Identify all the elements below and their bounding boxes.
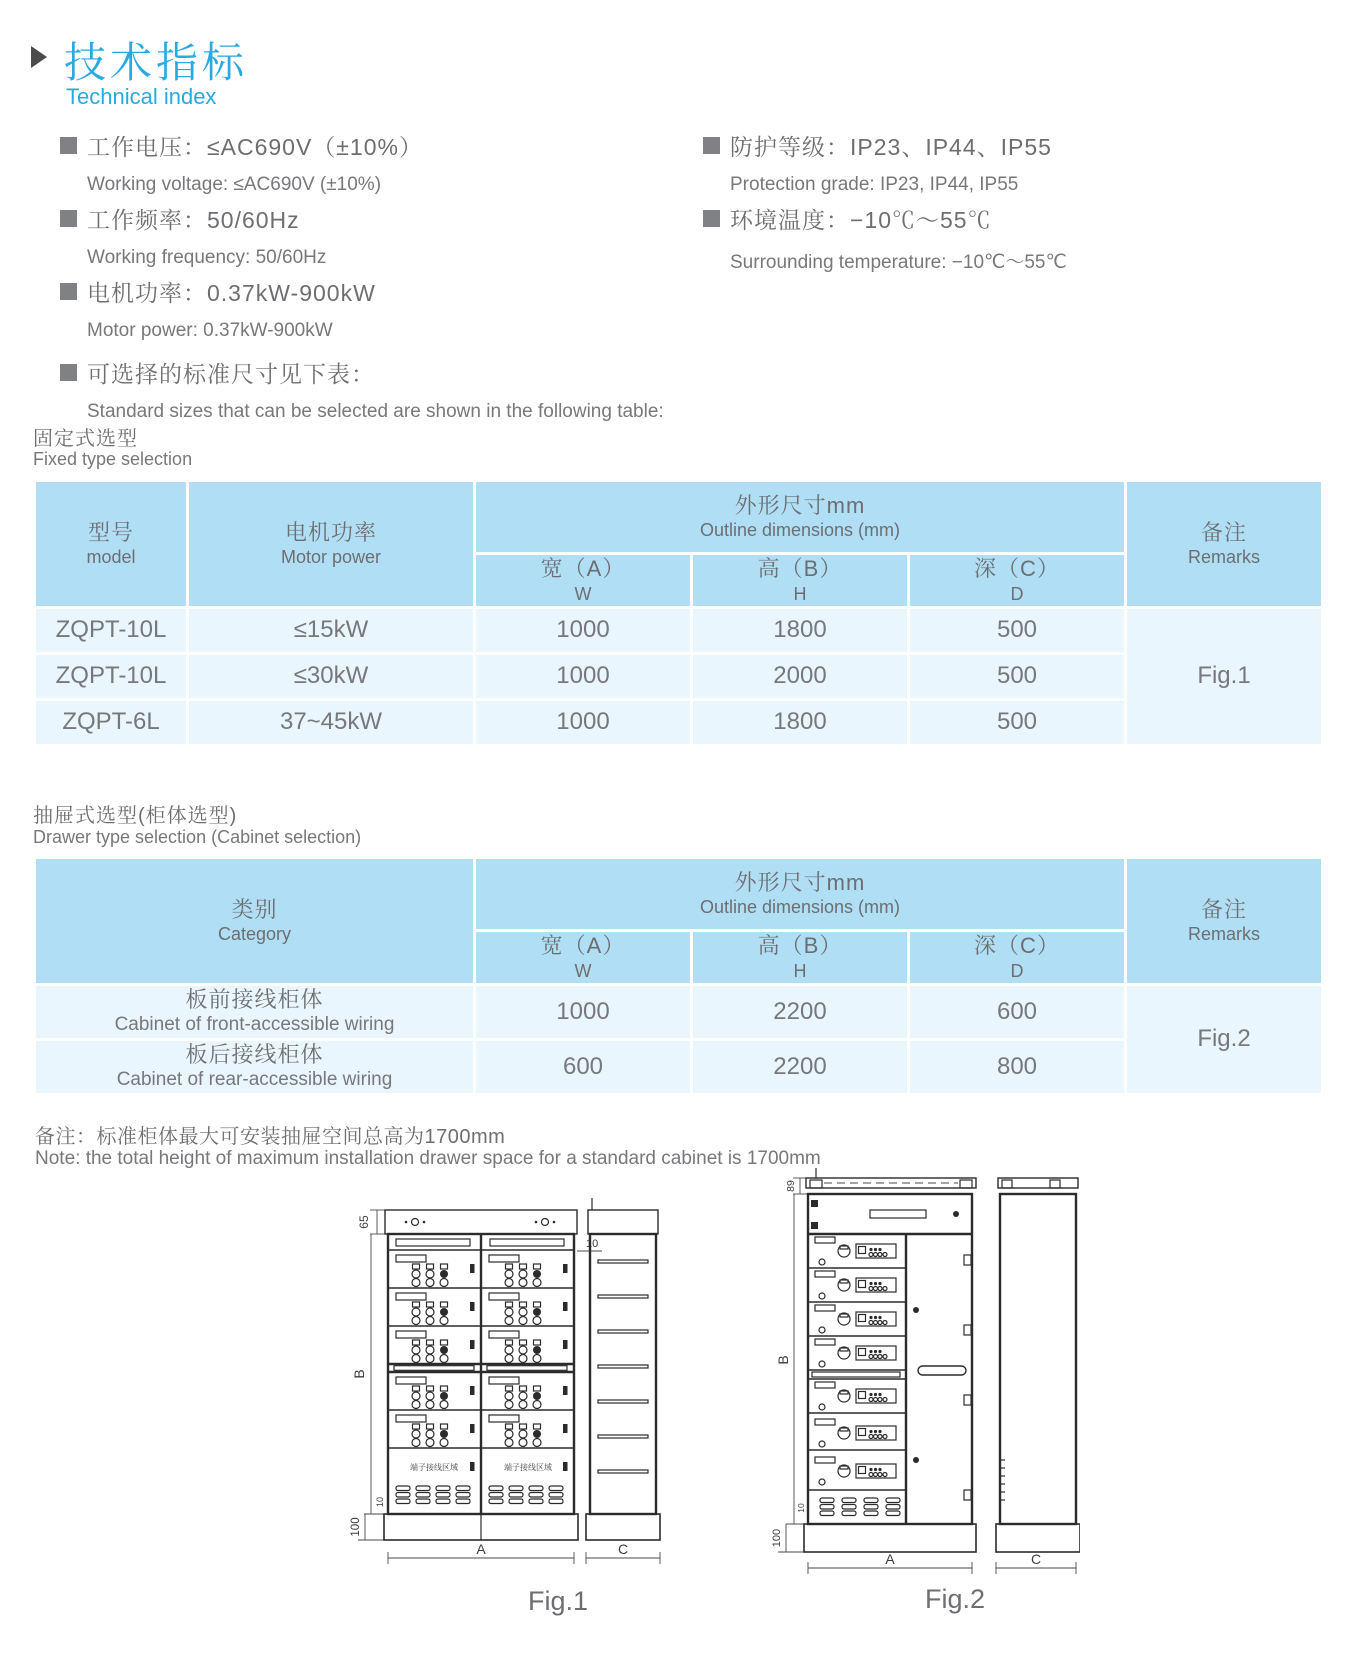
fig1-side-shelves: [598, 1260, 648, 1473]
fig2-dim-depth-label: C: [1030, 1551, 1042, 1567]
drawer-type-section-title-en: Drawer type selection (Cabinet selection): [33, 827, 362, 847]
fixed-type-section-title-cn: 固定式选型: [33, 428, 138, 450]
spec-cn-text: 可选择的标准尺寸见下表：: [87, 361, 375, 387]
page-title: 技术指标: [64, 39, 249, 86]
cell-remark: Fig.1: [1127, 609, 1321, 744]
fig1-dim-bottom-slot-label: 10: [375, 1496, 385, 1508]
page-subtitle: Technical index: [66, 84, 217, 109]
bullet-square-icon: [60, 283, 77, 300]
fig1-terminal-area-label: 端子接线区域: [410, 1463, 458, 1472]
fig1-dim-depth-label: C: [617, 1541, 629, 1557]
fig2-vent-slots: [820, 1498, 900, 1516]
spec-motor-power: [60, 275, 376, 342]
fig1-dim-slot-label: 10: [586, 1238, 599, 1250]
cell-height: 2000: [693, 655, 907, 698]
fig2-side-hatch: [1001, 1460, 1005, 1500]
spec-surrounding-temperature: [703, 202, 1067, 274]
fig2-drawer-modules: [815, 1237, 896, 1485]
table-note-cn: 备注：标准柜体最大可安装抽屉空间总高为1700mm: [35, 1126, 506, 1148]
col-header-depth: 深（C） D: [910, 932, 1124, 983]
cell-remark: Fig.2: [1127, 986, 1321, 1093]
cell-model: ZQPT-10L: [36, 609, 186, 652]
fig1-caption: Fig.1: [527, 1586, 589, 1616]
fig1-dim-height-label: B: [351, 1369, 367, 1379]
table-row: [36, 609, 1321, 652]
cell-model: ZQPT-6L: [36, 701, 186, 744]
fig2-dim-height-label: B: [775, 1355, 791, 1365]
bullet-square-icon: [60, 364, 77, 381]
col-header-depth: 深（C） D: [910, 555, 1124, 606]
col-header-height: 高（B） H: [693, 555, 907, 606]
fig2-drawing: [720, 1160, 1080, 1580]
fig1-dim-width-label: A: [476, 1541, 486, 1557]
fig2-dim-bottom-slot-label: 10: [796, 1503, 806, 1513]
cell-width: 1000: [476, 655, 690, 698]
col-header-category: 类别 Category: [36, 859, 473, 983]
table-note-en: Note: the total height of maximum installation drawer space for a standard cabinet is 1700mm: [35, 1148, 821, 1169]
col-header-width: 宽（A） W: [476, 555, 690, 606]
spec-cn-text: 工作电压：≤AC690V（±10%）: [87, 134, 423, 160]
fig1-terminal-area-label: 端子接线区域: [504, 1463, 552, 1472]
col-header-outline-dimensions: 外形尺寸mm Outline dimensions (mm): [476, 859, 1124, 929]
cell-power: ≤30kW: [189, 655, 473, 698]
drawer-type-section-title-cn: 抽屉式选型(柜体选型): [33, 805, 238, 827]
cell-power: 37~45kW: [189, 701, 473, 744]
cell-depth: 800: [910, 1041, 1124, 1093]
section-arrow-icon: [31, 46, 47, 68]
fig2-dim-width-label: A: [885, 1551, 895, 1567]
col-header-model: 型号 model: [36, 482, 186, 606]
fixed-type-section-title-en: Fixed type selection: [33, 449, 193, 469]
col-header-remarks: 备注 Remarks: [1127, 482, 1321, 606]
fig1-drawing: [340, 1190, 690, 1580]
spec-cn-text: 电机功率：0.37kW-900kW: [87, 280, 376, 306]
col-header-height: 高（B） H: [693, 932, 907, 983]
table-row: [36, 986, 1321, 1038]
drawer-type-table: [33, 856, 1324, 1096]
spec-en-text: Standard sizes that can be selected are shown in the following table:: [87, 401, 664, 422]
cell-depth: 500: [910, 655, 1124, 698]
spec-en-text: Working voltage: ≤AC690V (±10%): [87, 174, 382, 195]
cell-width: 1000: [476, 609, 690, 652]
bullet-square-icon: [60, 137, 77, 154]
spec-cn-text: 工作频率：50/60Hz: [87, 207, 300, 233]
cell-width: 1000: [476, 701, 690, 744]
spec-en-text: Working frequency: 50/60Hz: [87, 247, 327, 268]
cell-depth: 500: [910, 701, 1124, 744]
cell-depth: 600: [910, 986, 1124, 1038]
fig1-vent-slots: [396, 1486, 563, 1504]
fig2-dim-base-label: 100: [771, 1528, 783, 1548]
col-header-width: 宽（A） W: [476, 932, 690, 983]
cell-height: 1800: [693, 701, 907, 744]
spec-table-intro: [60, 356, 664, 423]
spec-working-frequency: [60, 202, 326, 269]
col-header-remarks: 备注 Remarks: [1127, 859, 1321, 983]
fig1-dim-top-label: 65: [357, 1215, 371, 1229]
cell-height: 2200: [693, 1041, 907, 1093]
col-header-outline-dimensions: 外形尺寸mm Outline dimensions (mm): [476, 482, 1124, 552]
spec-working-voltage: [60, 129, 423, 196]
spec-protection-grade: [703, 129, 1052, 196]
fixed-type-table: [33, 479, 1324, 747]
cell-category: 板后接线柜体 Cabinet of rear-accessible wiring: [36, 1041, 473, 1093]
bullet-square-icon: [703, 210, 720, 227]
bullet-square-icon: [703, 137, 720, 154]
fig2-caption: Fig.2: [924, 1584, 986, 1614]
cell-width: 600: [476, 1041, 690, 1093]
cell-model: ZQPT-10L: [36, 655, 186, 698]
spec-en-text: Surrounding temperature: −10℃～55℃: [730, 252, 1067, 273]
bullet-square-icon: [60, 210, 77, 227]
cell-depth: 500: [910, 609, 1124, 652]
spec-en-text: Motor power: 0.37kW-900kW: [87, 320, 333, 341]
fig1-dim-base-label: 100: [350, 1517, 362, 1537]
spec-cn-text: 防护等级：IP23、IP44、IP55: [730, 134, 1052, 160]
spec-en-text: Protection grade: IP23, IP44, IP55: [730, 174, 1019, 195]
cell-power: ≤15kW: [189, 609, 473, 652]
cell-width: 1000: [476, 986, 690, 1038]
fig2-dim-top-label: 89: [785, 1180, 797, 1192]
fig2-door: [913, 1255, 971, 1500]
spec-cn-text: 环境温度：−10℃～55℃: [730, 207, 992, 233]
cell-height: 2200: [693, 986, 907, 1038]
cell-height: 1800: [693, 609, 907, 652]
cell-category: 板前接线柜体 Cabinet of front-accessible wiring: [36, 986, 473, 1038]
col-header-motor-power: 电机功率 Motor power: [189, 482, 473, 606]
